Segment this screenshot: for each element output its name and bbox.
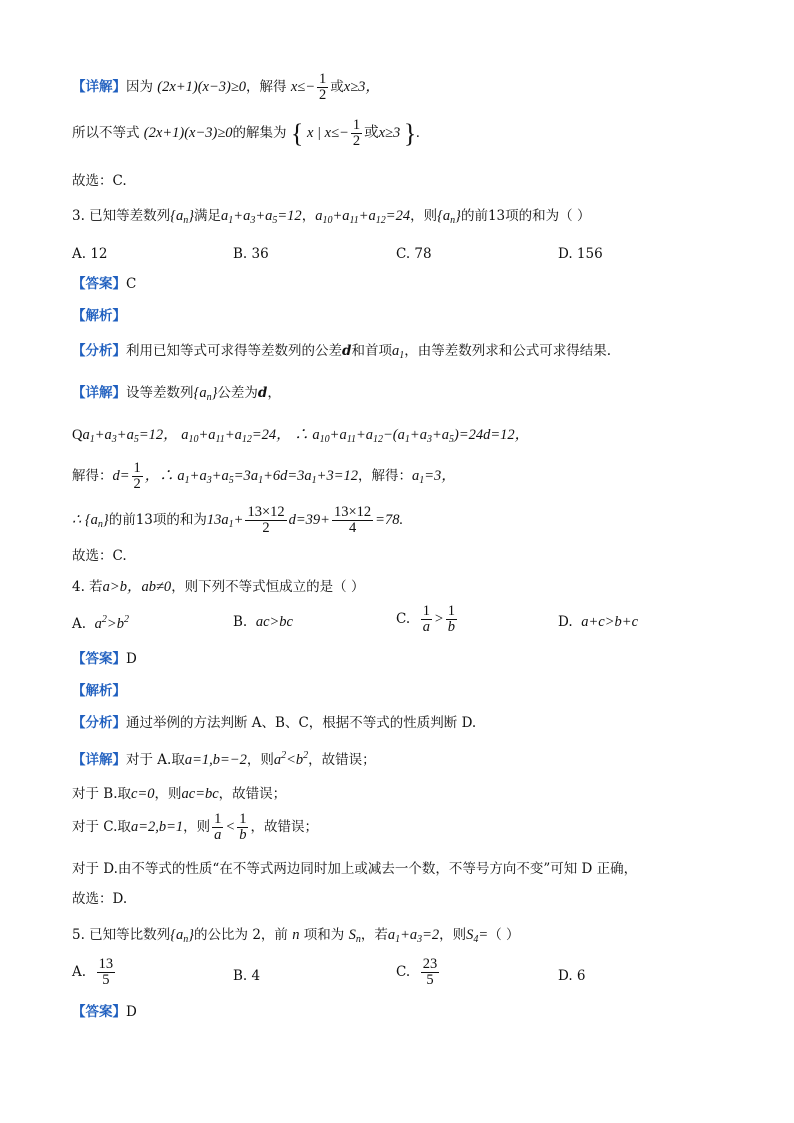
q4-analysis-label: 【解析】 — [72, 683, 126, 699]
q4-answer: 【答案】D — [72, 651, 137, 667]
q3-option-a: A. 12 — [72, 246, 108, 262]
q4-option-c: C. $\frac{1}{a}$ > $\frac{1}{b}$ — [396, 603, 456, 636]
q4-choose: 故选：D. — [72, 891, 128, 907]
q3-option-b: B. 36 — [233, 246, 269, 262]
q4-option-d: D. a+c>b+c — [558, 614, 638, 630]
q5-option-d: D. 6 — [558, 968, 586, 984]
question-5-stem: 5. 已知等比数列$\{a_n\}$的公比为 2，前 n 项和为 $S_n$，若$a_1+a_3=2$，则$S_4=$（ ） — [72, 927, 520, 945]
q4-detail-3: 对于 C.取a=2,b=1，则 $\frac{1}{a}$ < $\frac{1}{b}$ ，故错误； — [72, 811, 318, 844]
detail-label: 【详解】 — [72, 79, 126, 96]
detail-line-1: 【详解】因为 (2x+1)(x−3)≥0，解得 x≤− $\frac{1}{2}$ 或x≥3， — [72, 71, 380, 104]
choose-line: 故选：C. — [72, 173, 127, 189]
q4-option-a: A. $a^2>b^2$ — [72, 614, 129, 632]
q4-detail-1: 【详解】对于 A.取a=1,b=−2，则$a^2<b^2$，故错误； — [72, 750, 376, 768]
q4-option-b: B. ac>bc — [233, 614, 293, 630]
q5-answer: 【答案】D — [72, 1004, 137, 1020]
question-4-stem: 4. 若a>b，ab≠0，则下列不等式恒成立的是（ ） — [72, 579, 365, 595]
q4-detail-2: 对于 B.取c=0，则ac=bc，故错误； — [72, 786, 287, 802]
q5-option-b: B. 4 — [233, 968, 261, 984]
question-3-stem: 3. 已知等差数列$\{a_n\}$满足$a_1+a_3+a_5=12$，$a_{10}+a_{11}+a_{12}=24$，则$\{a_n\}$的前13项的和为（ ） — [72, 208, 591, 226]
detail-line-2: 所以不等式 (2x+1)(x−3)≥0的解集为 { x | x≤− $\frac{1}{2}$ 或x≥3 }. — [72, 117, 420, 150]
q3-analysis-label: 【解析】 — [72, 308, 126, 324]
q3-analysis: 【分析】利用已知等式可求得等差数列的公差d和首项$a_1$，由等差数列求和公式可求得结果. — [72, 343, 611, 361]
q5-option-c: C. $\frac{23}{5}$ — [396, 956, 438, 989]
q3-detail-3: 解得：d= $\frac{1}{2}$ ，∴ $a_1+a_3+a_5=3a_1+6d=3a_1+3=12$，解得：$a_1=3$， — [72, 460, 456, 493]
q3-detail-1: 【详解】设等差数列$\{a_n\}$公差为d， — [72, 385, 281, 403]
q3-detail-4: ∴ $\{a_n\}$的前13项的和为$13a_1+$ $\frac{13\times 12}{2}$ d=39+ $\frac{13\times 12}{4}$ =78. — [72, 504, 404, 537]
q4-analysis: 【分析】通过举例的方法判断 A、B、C，根据不等式的性质判断 D. — [72, 715, 477, 731]
q3-choose: 故选：C. — [72, 548, 127, 564]
q4-detail-4: 对于 D.由不等式的性质“在不等式两边同时加上或减去一个数，不等号方向不变”可知 D 正确， — [72, 861, 638, 877]
q3-detail-2: $Qa_1+a_3+a_5=12$， $a_{10}+a_{11}+a_{12}=24$， ∴ $a_{10}+a_{11}+a_{12}-(a_1+a_3+a_5)=24d=12$， — [72, 427, 530, 445]
q3-option-c: C. 78 — [396, 246, 432, 262]
q5-option-a: A. $\frac{13}{5}$ — [72, 956, 114, 989]
q3-answer: 【答案】C — [72, 276, 137, 292]
q3-option-d: D. 156 — [558, 246, 603, 262]
solution-set: { x | x≤− $\frac{1}{2}$ 或x≥3 }. — [290, 117, 420, 150]
math-expression: (2x+1)(x−3)≥0 — [157, 79, 247, 96]
